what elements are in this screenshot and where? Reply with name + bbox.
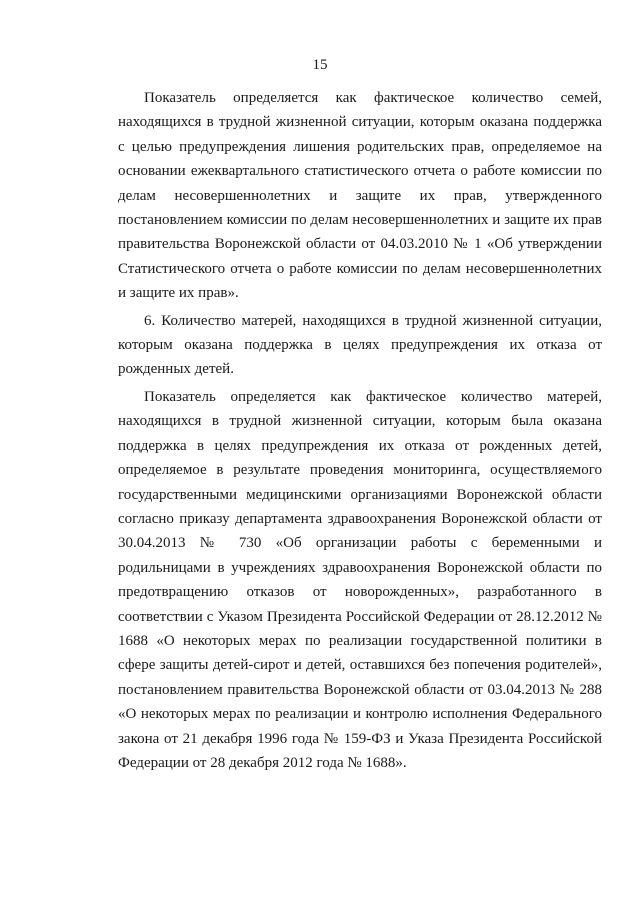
paragraph-indicator-families: Показатель определяется как фактическое количество семей, находящихся в трудной жизненной ситуации, которым оказана поддержка с целью предупреждения лишения родительских прав, определяемое на основании ежеквартального статистического отчета о работе комиссии по делам несовершеннолетних и защите их прав, утвержденного постановлением комиссии по делам несовершеннолетних и защите их прав правительства Воронежской области от 04.03.2010 № 1 «Об утверждении Статистического отчета о работе комиссии по делам несовершеннолетних и защите их прав». xyxy=(118,90,602,302)
paragraph-indicator-mothers: Показатель определяется как фактическое количество матерей, находящихся в трудной жизненной ситуации, которым была оказана поддержка в целях предупреждения их отказа от рожденных детей, определяемое в результате проведения мониторинга, осуществляемого государственными медицинскими организациями Воронежской области согласно приказу департамента здравоохранения Воронежской области от 30.04.2013 № 730 «Об организации работы с беременными и родильницами в учреждениях здравоохранения Воронежской области по предотвращению отказов от новорожденных», разработанного в соответствии с Указом Президента Российской Федерации от 28.12.2012 № 1688 «О некоторых мерах по реализации государственной политики в сфере защиты детей-сирот и детей, оставшихся без попечения родителей», постановлением правительства Воронежской области от 03.04.2013 № 288 «О некоторых мерах по реализации и контролю исполнения Федерального закона от 21 декабря 1996 года № 159-ФЗ и Указа Президента Российской Федерации от 28 декабря 2012 года № 1688». xyxy=(118,388,602,771)
paragraph-item-6-heading: 6. Количество матерей, находящихся в трудной жизненной ситуации, которым оказана поддержка в целях предупреждения их отказа от рожденных детей. xyxy=(118,312,602,378)
page-number: 15 xyxy=(312,57,328,73)
document-body xyxy=(118,86,602,775)
